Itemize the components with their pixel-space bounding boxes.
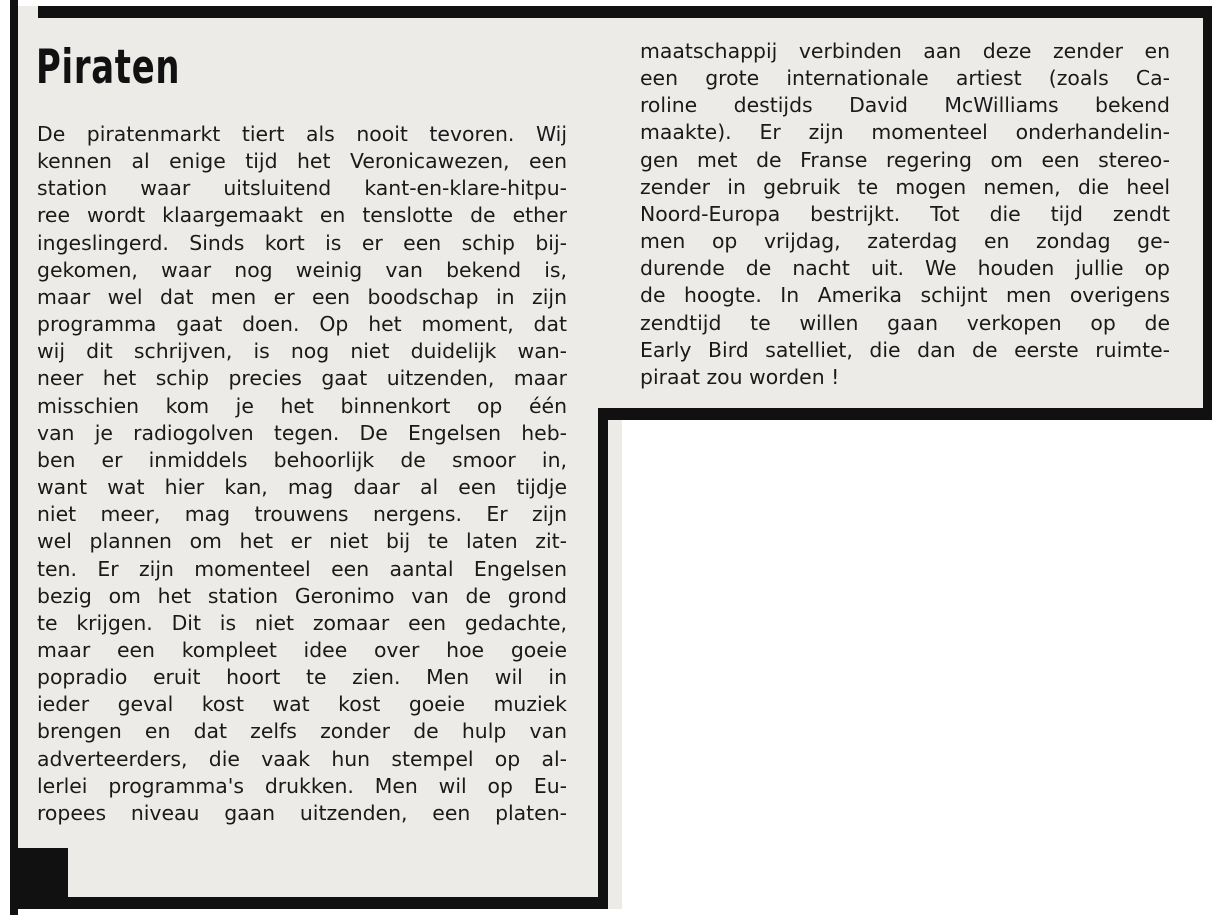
text-line: ieder geval kost wat kost goeie muziek: [37, 692, 567, 717]
text-line: wij dit schrijven, is nog niet duidelijk wan-: [37, 339, 567, 364]
text-line: Noord-Europa bestrijkt. Tot die tijd zendt: [640, 201, 1170, 226]
text-line: durende de nacht uit. We houden jullie op: [640, 256, 1170, 281]
text-line: Early Bird satelliet, die dan de eerste ruimte-: [640, 337, 1170, 362]
text-line: maar een kompleet idee over hoe goeie: [37, 637, 567, 662]
text-line: ten. Er zijn momenteel een aantal Engelsen: [37, 556, 567, 581]
text-line: ben er inmiddels behoorlijk de smoor in,: [37, 447, 567, 472]
text-line: station waar uitsluitend kant-en-klare-hitpu-: [37, 176, 567, 201]
text-line: want wat hier kan, mag daar al een tijdje: [37, 475, 567, 500]
text-line: neer het schip precies gaat uitzenden, maar: [37, 366, 567, 391]
text-line: ropees niveau gaan uitzenden, een platen-: [37, 800, 567, 825]
text-line: bezig om het station Geronimo van de grond: [37, 583, 567, 608]
left-border-rule: [10, 0, 18, 915]
text-line: ingeslingerd. Sinds kort is er een schip bij-: [37, 230, 567, 255]
text-line: misschien kom je het binnenkort op één: [37, 393, 567, 418]
text-line: te krijgen. Dit is niet zomaar een gedachte,: [37, 610, 567, 635]
text-line: maar wel dat men er een boodschap in zijn: [37, 284, 567, 309]
bottom-border-rule: [10, 897, 608, 909]
text-line: brengen en dat zelfs zonder de hulp van: [37, 719, 567, 744]
corner-marker-block: [18, 848, 68, 900]
article-column-left: [37, 121, 567, 827]
middle-vertical-rule: [598, 408, 608, 907]
text-line: men op vrijdag, zaterdag en zondag ge-: [640, 229, 1170, 254]
text-line: van je radiogolven tegen. De Engelsen heb-: [37, 420, 567, 445]
middle-horizontal-rule: [598, 408, 1212, 420]
text-line: een grote internationale artiest (zoals Ca-: [640, 66, 1170, 91]
text-line: maakte). Er zijn momenteel onderhandelin-: [640, 120, 1170, 145]
text-line: maatschappij verbinden aan deze zender en: [640, 39, 1170, 63]
text-line: ree wordt klaargemaakt en tenslotte de ether: [37, 203, 567, 228]
text-line: niet meer, mag trouwens nergens. Er zijn: [37, 502, 567, 527]
text-line: adverteerders, die vaak hun stempel op al-: [37, 746, 567, 771]
article-column-right: [640, 38, 1170, 391]
right-border-rule: [1203, 14, 1212, 420]
text-line: lerlei programma's drukken. Men wil op Eu-: [37, 773, 567, 798]
text-line: piraat zou worden !: [640, 364, 840, 389]
text-line: popradio eruit hoort te zien. Men wil in: [37, 665, 567, 690]
top-border-rule: [38, 6, 1212, 18]
text-line: De piratenmarkt tiert als nooit tevoren. Wij: [37, 122, 567, 146]
text-line: zender in gebruik te mogen nemen, die heel: [640, 174, 1170, 199]
text-line: gekomen, waar nog weinig van bekend is,: [37, 257, 567, 282]
text-line: de hoogte. In Amerika schijnt men overigens: [640, 283, 1170, 308]
text-line: zendtijd te willen gaan verkopen op de: [640, 310, 1170, 335]
text-line: programma gaat doen. Op het moment, dat: [37, 312, 567, 337]
article-title: Piraten: [36, 40, 181, 95]
text-line: gen met de Franse regering om een stereo-: [640, 147, 1170, 172]
text-line: kennen al enige tijd het Veronicawezen, een: [37, 149, 567, 174]
text-line: wel plannen om het er niet bij te laten zit-: [37, 529, 567, 554]
text-line: roline destijds David McWilliams bekend: [640, 93, 1170, 118]
